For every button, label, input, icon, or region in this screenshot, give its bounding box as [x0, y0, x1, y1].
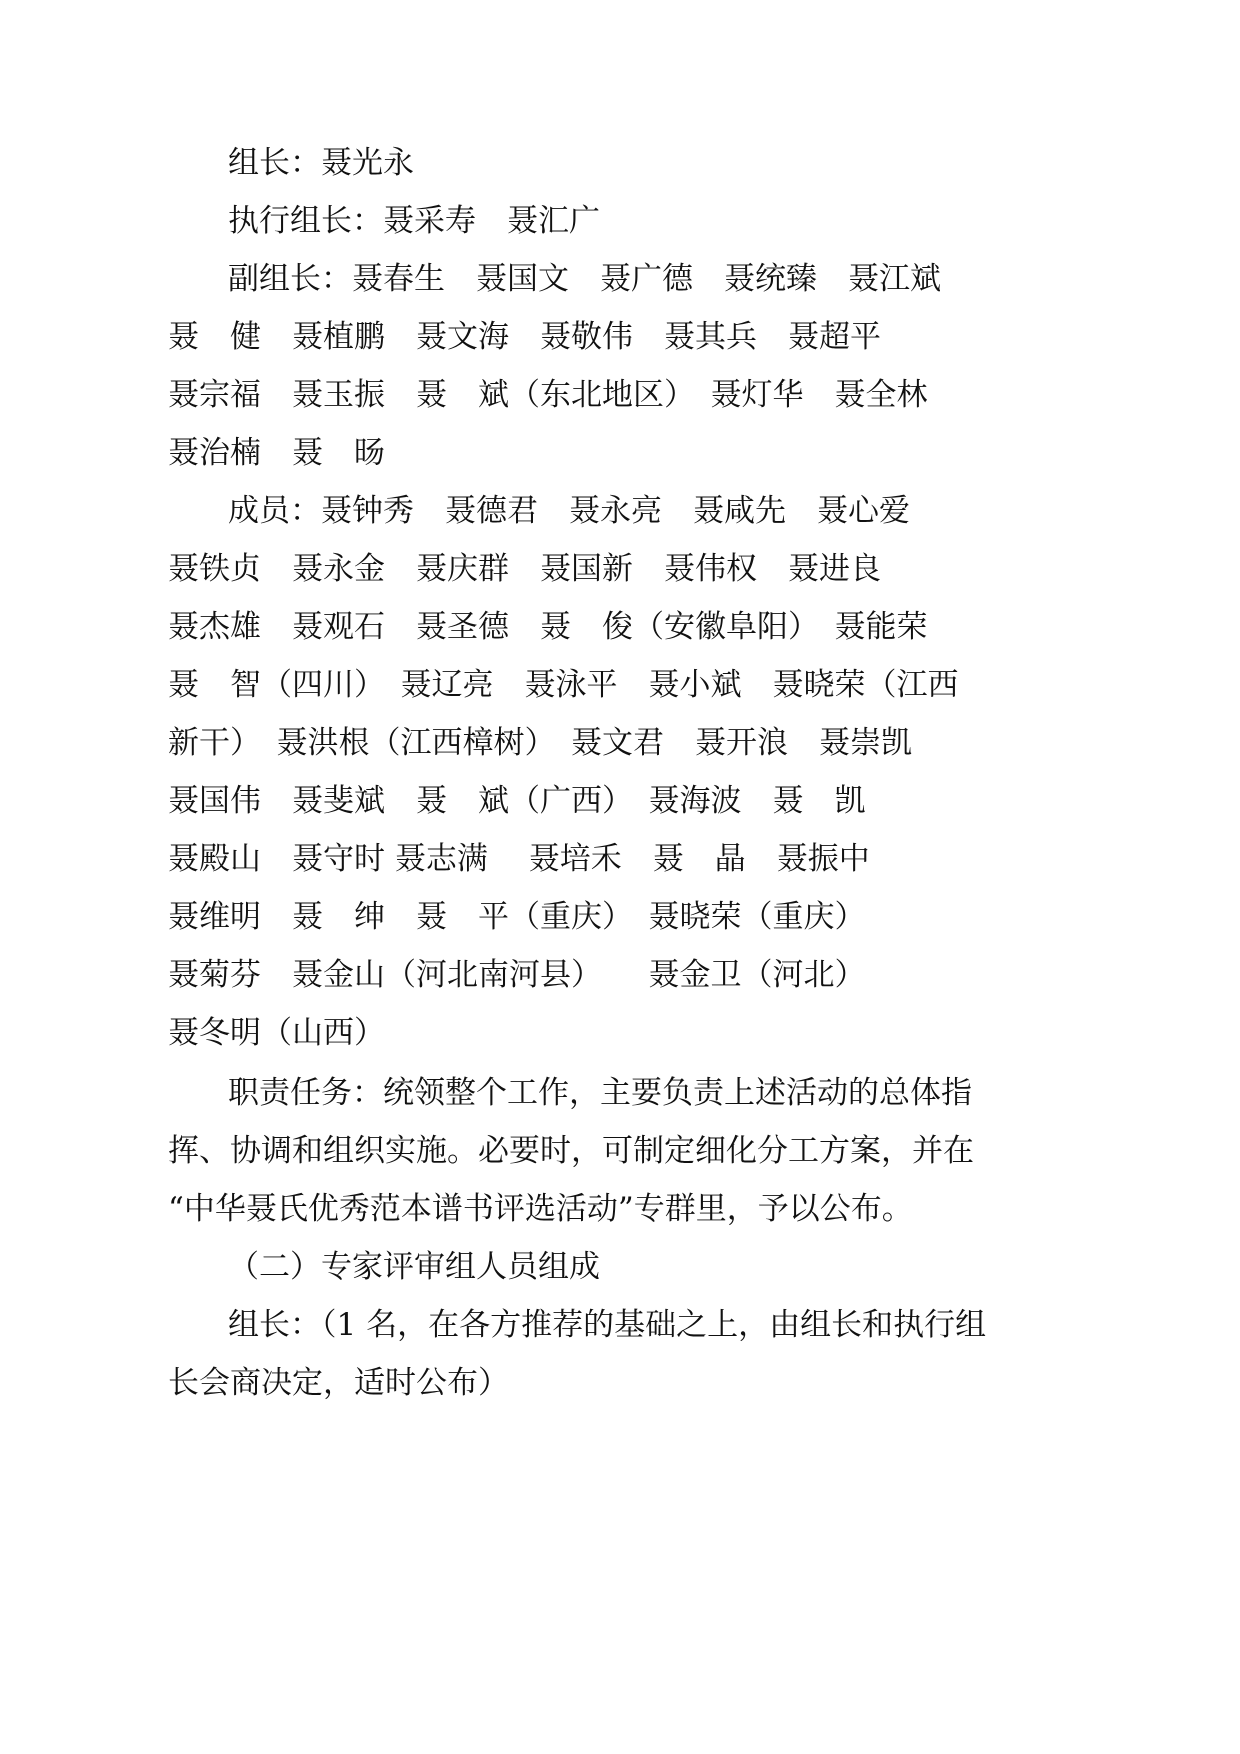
executive-leader-line: 执行组长：聂采寿 聂汇广 — [228, 203, 600, 239]
responsibilities-paragraph: 职责任务：统领整个工作，主要负责上述活动的总体指 — [228, 1075, 972, 1111]
members-line: 聂铁贞 聂永金 聂庆群 聂国新 聂伟权 聂进良 — [168, 551, 881, 587]
members-line: 聂殿山 聂守时 聂志满 聂培禾 聂 晶 聂振中 — [168, 841, 870, 877]
deputy-leaders-line: 聂治楠 聂 旸 — [168, 435, 385, 471]
responsibilities-paragraph: 挥、协调和组织实施。必要时，可制定细化分工方案，并在 — [168, 1133, 974, 1169]
deputy-leaders-line: 聂 健 聂植鹏 聂文海 聂敬伟 聂其兵 聂超平 — [168, 319, 881, 355]
expert-leader-paragraph: 组长：（1 名，在各方推荐的基础之上，由组长和执行组 — [228, 1307, 987, 1343]
expert-leader-paragraph: 长会商决定，适时公布） — [168, 1365, 509, 1401]
section-heading: （二）专家评审组人员组成 — [228, 1249, 600, 1285]
members-line: 成员：聂钟秀 聂德君 聂永亮 聂咸先 聂心爱 — [228, 493, 910, 529]
deputy-leaders-line: 副组长：聂春生 聂国文 聂广德 聂统臻 聂江斌 — [228, 261, 941, 297]
members-line: 聂冬明（山西） — [168, 1015, 385, 1051]
members-line: 聂菊芬 聂金山（河北南河县） 聂金卫（河北） — [168, 957, 866, 993]
members-line: 聂国伟 聂斐斌 聂 斌（广西） 聂海波 聂 凯 — [168, 783, 866, 819]
responsibilities-paragraph: “中华聂氏优秀范本谱书评选活动”专群里，予以公布。 — [168, 1191, 913, 1227]
members-line: 聂 智（四川） 聂辽亮 聂泳平 聂小斌 聂晓荣（江西 — [168, 667, 959, 703]
members-line: 聂维明 聂 绅 聂 平（重庆） 聂晓荣（重庆） — [168, 899, 866, 935]
members-line: 聂杰雄 聂观石 聂圣德 聂 俊（安徽阜阳） 聂能荣 — [168, 609, 928, 645]
members-line: 新干） 聂洪根（江西樟树） 聂文君 聂开浪 聂崇凯 — [168, 725, 912, 761]
group-leader-line: 组长：聂光永 — [228, 145, 414, 181]
deputy-leaders-line: 聂宗福 聂玉振 聂 斌（东北地区） 聂灯华 聂全林 — [168, 377, 928, 413]
